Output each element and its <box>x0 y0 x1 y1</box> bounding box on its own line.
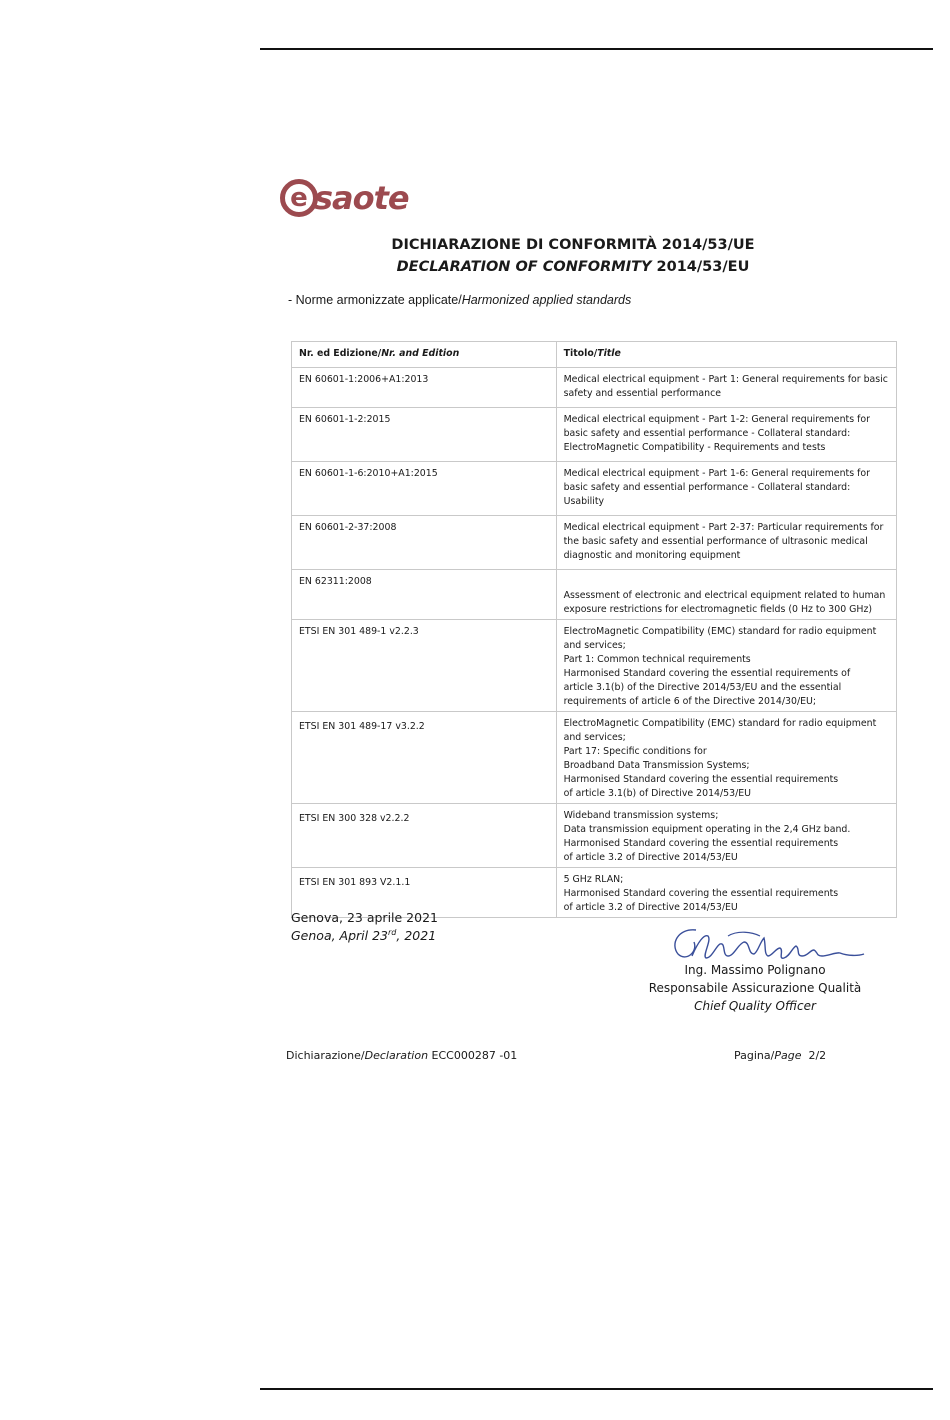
signatory-name: Ing. Massimo Polignano <box>684 963 826 977</box>
footer-decl-en: Declaration <box>364 1049 429 1062</box>
table-row <box>292 368 897 408</box>
footer-decl-code: ECC000287 -01 <box>428 1049 518 1062</box>
standard-title: ElectroMagnetic Compatibility (EMC) standard for radio equipment and services; Part 17: Specific conditions for Broadband Data Transmission Systems; Harmonised Standard covering the essential requirements of article 3.1(b) of Directive 2014/53/EU <box>556 712 896 804</box>
place-date-en <box>291 928 436 943</box>
standard-number: EN 62311:2008 <box>292 570 557 620</box>
header-standard-en: Nr. and Edition <box>381 348 460 359</box>
logo-mark: e <box>280 179 318 217</box>
table-row <box>292 570 897 620</box>
standard-number: EN 60601-1:2006+A1:2013 <box>292 368 557 408</box>
footer-decl-it: Dichiarazione/ <box>286 1049 365 1062</box>
table-row <box>292 804 897 868</box>
standard-number: ETSI EN 301 489-17 v3.2.2 <box>292 712 557 804</box>
standard-title: Medical electrical equipment - Part 1-6: General requirements for basic safety and essential performance - Collateral standard: Usability <box>556 462 896 516</box>
standard-title: Medical electrical equipment - Part 2-37: Particular requirements for the basic safety and essential performance of ultrasonic medical diagnostic and monitoring equipment <box>556 516 896 570</box>
place-date-it: Genova, 23 aprile 2021 <box>291 910 438 925</box>
standards-intro <box>288 293 631 307</box>
header-title-en: Title <box>597 348 621 359</box>
header-standard-it: Nr. ed Edizione/ <box>299 348 382 359</box>
standard-title: Medical electrical equipment - Part 1: General requirements for basic safety and essential performance <box>556 368 896 408</box>
title-en-number: 2014/53/EU <box>651 259 750 275</box>
table-header-row <box>292 342 897 368</box>
standard-title: Medical electrical equipment - Part 1-2: General requirements for basic safety and essential performance - Collateral standard: ElectroMagnetic Compatibility - Requirements and tests <box>556 408 896 462</box>
header-title-it: Titolo/ <box>563 348 598 359</box>
standard-number: ETSI EN 300 328 v2.2.2 <box>292 804 557 868</box>
logo-text: saote <box>314 179 409 217</box>
standard-number: EN 60601-1-6:2010+A1:2015 <box>292 462 557 516</box>
standard-number: ETSI EN 301 893 V2.1.1 <box>292 868 557 918</box>
standard-number: ETSI EN 301 489-1 v2.2.3 <box>292 620 557 712</box>
table-row <box>292 462 897 516</box>
bottom-rule <box>260 1388 933 1390</box>
footer-page-num: 2/2 <box>801 1049 827 1062</box>
header-title <box>556 342 896 368</box>
header-standard <box>292 342 557 368</box>
place-date-en-a: Genoa, April 23 <box>291 928 389 944</box>
signatory-role-it: Responsabile Assicurazione Qualità <box>648 981 862 995</box>
standard-title: Assessment of electronic and electrical equipment related to human exposure restrictions for electromagnetic fields (0 Hz to 300 GHz) <box>556 570 896 620</box>
place-date-en-b: , 2021 <box>396 928 437 944</box>
table-row <box>292 620 897 712</box>
page-title-en <box>260 259 886 275</box>
footer-page-number <box>734 1049 826 1062</box>
standards-table <box>291 341 897 918</box>
standard-number: EN 60601-2-37:2008 <box>292 516 557 570</box>
table-row <box>292 516 897 570</box>
standard-title: ElectroMagnetic Compatibility (EMC) standard for radio equipment and services; Part 1: Common technical requirements Harmonised Standard covering the essential requirements of article 3.1(b) of the Directive 2014/53/EU and the essential requirements of article 6 of the Directive 2014/30/EU; <box>556 620 896 712</box>
esaote-logo <box>280 176 409 220</box>
table-row <box>292 408 897 462</box>
standards-intro-en: Harmonized applied standards <box>461 293 632 307</box>
signatory-role-en: Chief Quality Officer <box>694 999 816 1013</box>
footer-declaration <box>286 1049 517 1062</box>
page-title-it: DICHIARAZIONE DI CONFORMITÀ 2014/53/UE <box>391 237 755 253</box>
table-row <box>292 712 897 804</box>
place-date-en-sup: rd <box>388 928 397 937</box>
footer-page-en: Page <box>774 1049 802 1062</box>
footer-page-it: Pagina/ <box>734 1049 775 1062</box>
standard-number: EN 60601-1-2:2015 <box>292 408 557 462</box>
title-en-italic: DECLARATION OF CONFORMITY <box>396 259 652 275</box>
top-rule <box>260 48 933 50</box>
standard-title: 5 GHz RLAN; Harmonised Standard covering the essential requirements of article 3.2 of Directive 2014/53/EU <box>556 868 896 918</box>
standard-title: Wideband transmission systems; Data transmission equipment operating in the 2,4 GHz band. Harmonised Standard covering the essential requirements of article 3.2 of Directive 2014/53/EU <box>556 804 896 868</box>
standards-intro-it: - Norme armonizzate applicate/ <box>288 293 462 307</box>
